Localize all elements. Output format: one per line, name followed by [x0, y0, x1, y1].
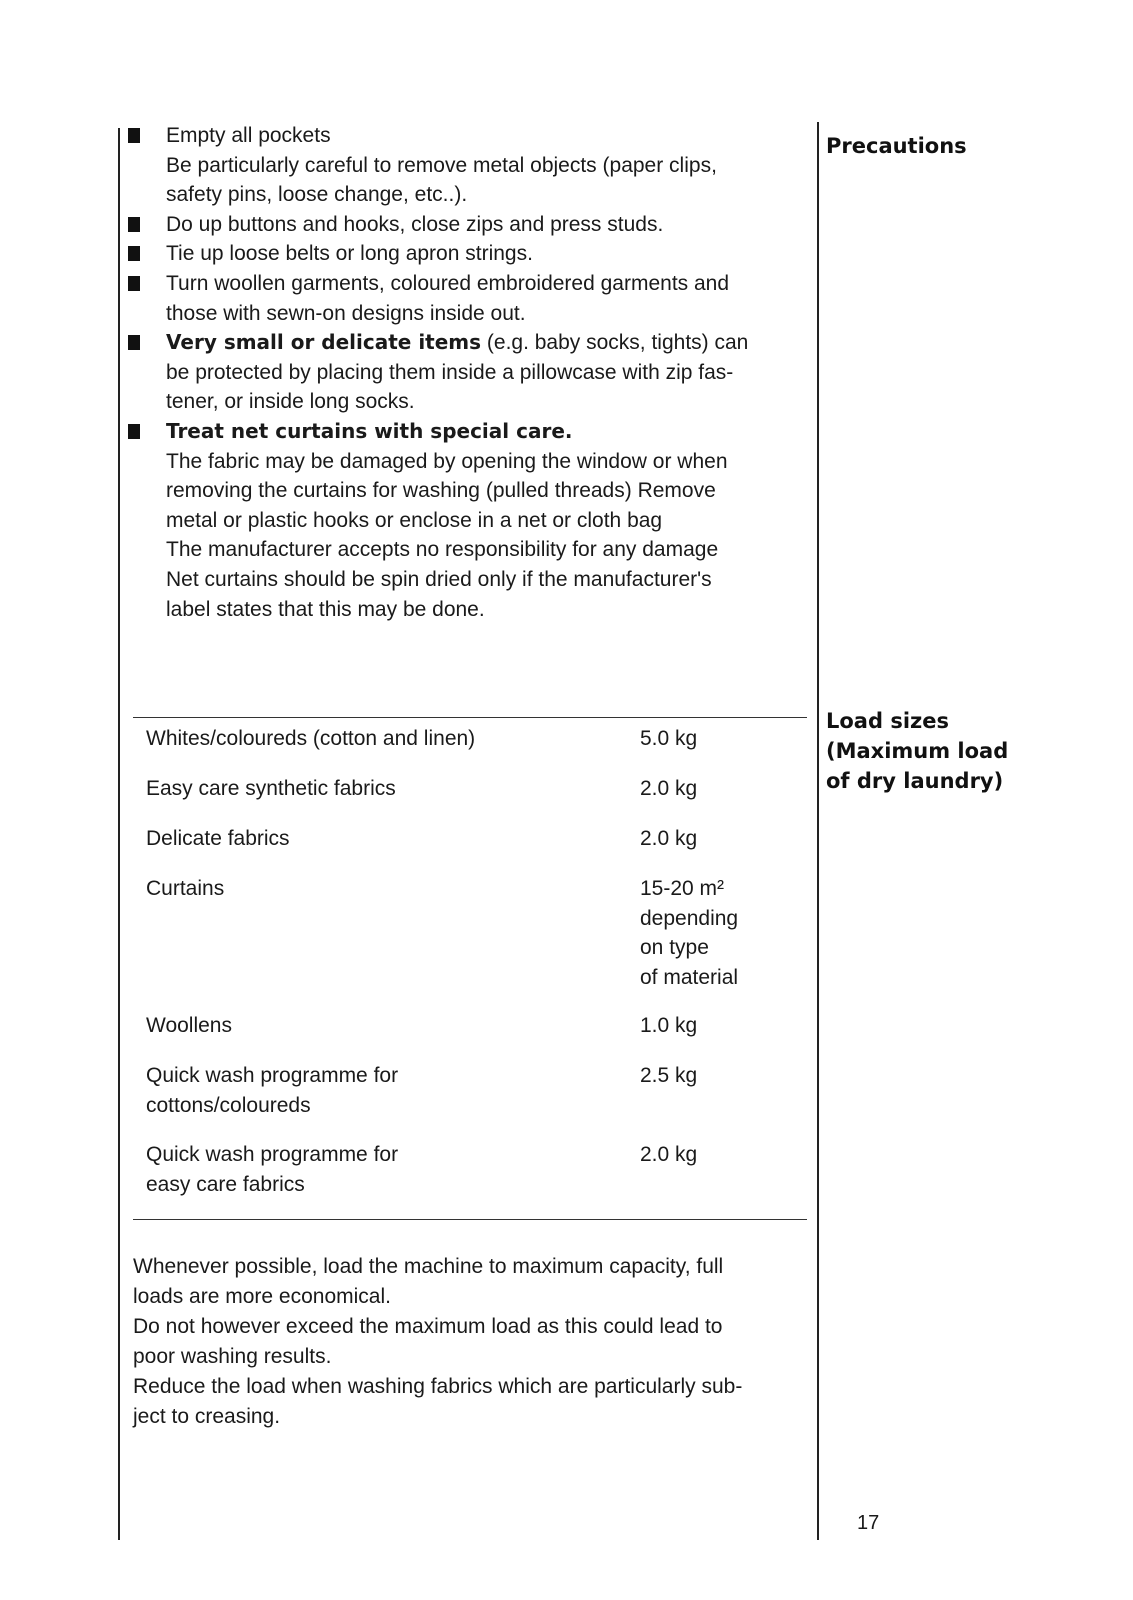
precaution-text: safety pins, loose change, etc..). [166, 183, 468, 207]
max-load-cell [640, 774, 800, 804]
precaution-text: removing the curtains for washing (pulled threads) Remove [166, 479, 716, 503]
precaution-text: be protected by placing them inside a pillowcase with zip fas- [166, 360, 734, 384]
precaution-item [128, 417, 808, 624]
max-load-cell [640, 724, 800, 754]
load-sizes-heading-line: Load sizes [826, 709, 949, 733]
precaution-line [166, 476, 808, 506]
load-sizes-heading-line: (Maximum load [826, 739, 1009, 763]
fabric-type-text: Woollens [146, 1014, 232, 1037]
precaution-text: label states that this may be done. [166, 597, 485, 621]
max-load-cell [640, 874, 800, 992]
fabric-type-cell [146, 824, 606, 854]
precaution-text: Tie up loose belts or long apron strings. [166, 242, 533, 266]
max-load-cell [640, 1011, 800, 1041]
max-load-text: 5.0 kg [640, 727, 698, 750]
precaution-line [166, 387, 808, 417]
max-load-text: 15-20 m² [640, 877, 725, 900]
table-bottom-rule [133, 1219, 807, 1220]
note-line: poor washing results. [133, 1345, 332, 1368]
precaution-text: Do up buttons and hooks, close zips and press studs. [166, 212, 664, 236]
precaution-line [166, 328, 808, 358]
left-margin-rule [118, 128, 120, 1540]
fabric-type-text: Whites/coloureds (cotton and linen) [146, 727, 476, 750]
note-line: Reduce the load when washing fabrics which are particularly sub- [133, 1375, 743, 1398]
column-divider-rule [817, 122, 819, 1540]
precaution-item [128, 121, 808, 210]
note-line: loads are more economical. [133, 1285, 391, 1308]
precaution-line [166, 239, 808, 269]
precaution-text: Net curtains should be spin dried only if the manufacturer's [166, 567, 712, 591]
precaution-text: metal or plastic hooks or enclose in a net or cloth bag [166, 508, 663, 532]
precaution-item [128, 328, 808, 417]
square-bullet-icon [128, 246, 140, 261]
max-load-text: of material [640, 965, 739, 989]
max-load-text: 2.5 kg [640, 1064, 698, 1087]
precaution-text: those with sewn-on designs inside out. [166, 301, 526, 325]
max-load-text: 2.0 kg [640, 777, 698, 800]
precaution-item [128, 239, 808, 269]
precaution-text: The fabric may be damaged by opening the window or when [166, 449, 728, 473]
max-load-cell [640, 1140, 800, 1170]
max-load-text: 2.0 kg [640, 827, 698, 850]
max-load-text: 2.0 kg [640, 1143, 698, 1166]
precaution-text: Be particularly careful to remove metal objects (paper clips, [166, 153, 717, 177]
precaution-line [166, 269, 808, 299]
precaution-line [166, 299, 808, 329]
precaution-bold-lead: Very small or delicate items [166, 330, 482, 355]
precaution-line [166, 506, 808, 536]
fabric-type-cell [146, 1061, 606, 1120]
page-number: 17 [857, 1512, 880, 1534]
note-line: Do not however exceed the maximum load as this could lead to [133, 1315, 723, 1338]
fabric-type-text: Quick wash programme for [146, 1143, 399, 1166]
fabric-type-cell [146, 874, 606, 904]
square-bullet-icon [128, 335, 140, 350]
precautions-list [128, 121, 808, 624]
note-line: ject to creasing. [133, 1405, 281, 1428]
precaution-line [166, 565, 808, 595]
fabric-type-text: Easy care synthetic fabrics [146, 777, 396, 800]
precaution-text: Turn woollen garments, coloured embroidered garments and [166, 271, 730, 295]
max-load-text: on type [640, 936, 709, 959]
fabric-type-text: cottons/coloureds [146, 1093, 311, 1117]
precaution-line [166, 417, 808, 447]
note-line: Whenever possible, load the machine to maximum capacity, full [133, 1255, 724, 1278]
precaution-item [128, 210, 808, 240]
max-load-cell [640, 824, 800, 854]
precaution-line [166, 210, 808, 240]
precaution-line [166, 595, 808, 625]
fabric-type-text: Delicate fabrics [146, 827, 290, 850]
square-bullet-icon [128, 276, 140, 291]
precautions-heading-text: Precautions [826, 134, 967, 158]
square-bullet-icon [128, 217, 140, 232]
max-load-text: 1.0 kg [640, 1014, 698, 1037]
precaution-text: The manufacturer accepts no responsibility for any damage [166, 538, 719, 562]
precaution-line [166, 121, 808, 151]
fabric-type-cell [146, 724, 606, 754]
max-load-cell [640, 1061, 800, 1091]
precaution-line [166, 447, 808, 477]
precaution-line [166, 358, 808, 388]
square-bullet-icon [128, 424, 140, 439]
precaution-item [128, 269, 808, 328]
load-notes [133, 1252, 813, 1432]
fabric-type-cell [146, 774, 606, 804]
fabric-type-cell [146, 1140, 606, 1199]
fabric-type-text: Curtains [146, 877, 225, 900]
precaution-line [166, 180, 808, 210]
table-top-rule [133, 717, 807, 718]
precaution-text: tener, or inside long socks. [166, 390, 415, 414]
load-sizes-heading [826, 706, 1008, 796]
load-sizes-heading-line: of dry laundry) [826, 769, 1004, 793]
precautions-heading [826, 131, 967, 161]
max-load-text: depending [640, 906, 739, 930]
precaution-bold-lead: Treat net curtains with special care. [166, 418, 573, 443]
fabric-type-text: Quick wash programme for [146, 1064, 399, 1087]
precaution-line [166, 151, 808, 181]
fabric-type-cell [146, 1011, 606, 1041]
precaution-line [166, 535, 808, 565]
fabric-type-text: easy care fabrics [146, 1172, 305, 1196]
precaution-text: (e.g. baby socks, tights) can [481, 331, 749, 355]
square-bullet-icon [128, 128, 140, 143]
precaution-text: Empty all pockets [166, 124, 331, 147]
